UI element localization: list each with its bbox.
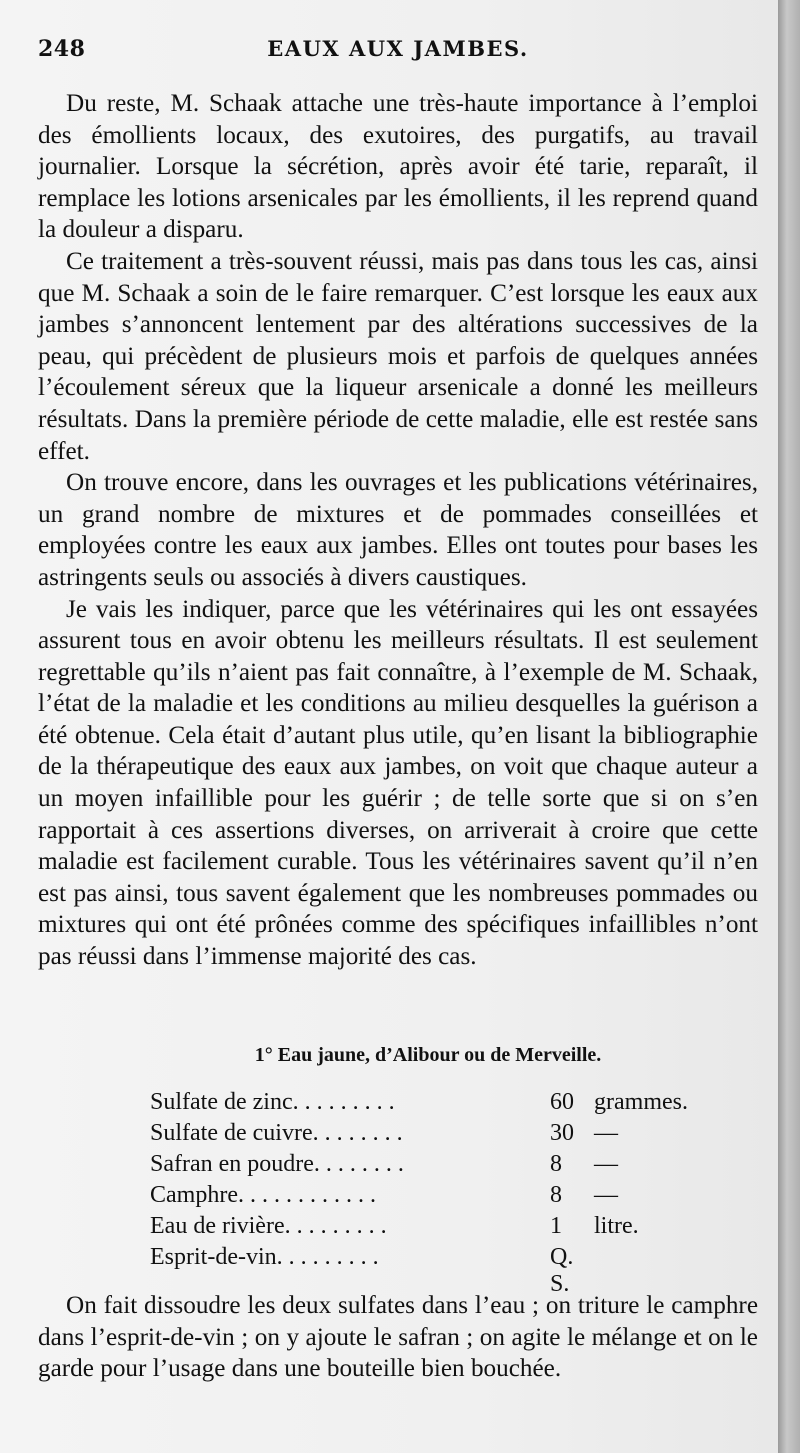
body-text	[38, 88, 758, 973]
ingredient-unit: grammes.	[594, 1089, 688, 1115]
ingredient-quantity: 60	[550, 1089, 574, 1115]
ingredient-quantity: Q. S.	[550, 1244, 574, 1297]
paragraph: On trouve encore, dans les ouvrages et les publications vétérinaires, un grand nombre de mixtures et de pommades conseillées et employées contre les eaux aux jambes. Elles ont toutes pour bases les astringents seuls ou associés à divers caustiques.	[38, 469, 758, 591]
ingredient-name: Esprit-de-vin. . . . . . . . .	[150, 1244, 379, 1270]
ingredient-row	[150, 1089, 744, 1120]
ingredient-name: Camphre. . . . . . . . . . . .	[150, 1182, 376, 1208]
ingredient-table	[150, 1089, 744, 1298]
page-number: 248	[38, 36, 86, 62]
ingredient-unit: —	[594, 1182, 618, 1208]
ingredient-unit: —	[594, 1120, 618, 1146]
recipe-title: 1° Eau jaune, d’Alibour ou de Merveille.	[254, 1044, 602, 1066]
paragraph: Ce traitement a très-souvent réussi, mais pas dans tous les cas, ainsi que M. Schaak a soin de le faire remarquer. C’est lorsque les eaux aux jambes s’annoncent lentement par des altérations successives de la peau, qui précèdent de plusieurs mois et parfois de quelques années l’écoulement séreux que la liqueur arsenicale a donné les meilleurs résultats. Dans la première période de cette maladie, elle est restée sans effet.	[38, 247, 758, 465]
closing-text	[38, 1290, 758, 1385]
recipe	[38, 1044, 758, 1298]
ingredient-quantity: 8	[550, 1151, 562, 1177]
ingredient-name: Sulfate de cuivre. . . . . . . .	[150, 1120, 403, 1146]
ingredient-row	[150, 1151, 744, 1182]
ingredient-quantity: 30	[550, 1120, 574, 1146]
ingredient-name: Safran en poudre. . . . . . . .	[150, 1151, 404, 1177]
ingredient-name: Eau de rivière. . . . . . . . .	[150, 1213, 387, 1239]
ingredient-quantity: 1	[550, 1213, 562, 1239]
paragraph: Je vais les indiquer, parce que les vétérinaires qui les ont essayées assurent tous en avoir obtenu les meilleurs résultats. Il est seulement regrettable qu’ils n’aient pas fait connaître, à l’exemple de M. Schaak, l’état de la maladie et les conditions au milieu desquelles la guérison a été obtenue. Cela était d’autant plus utile, qu’en lisant la bibliographie de la thérapeutique des eaux aux jambes, on voit que chaque auteur a un moyen infaillible pour les guérir ; de telle sorte que si on s’en rapportait à ces assertions diverses, on arriverait à croire que cette maladie est facilement curable. Tous les vétérinaires savent qu’il n’en est pas ainsi, tous savent également que les nombreuses pommades ou mixtures qui ont été prônées comme des spécifiques infaillibles n’ont pas réussi dans l’immense majorité des cas.	[38, 595, 758, 971]
paragraph: On fait dissoudre les deux sulfates dans l’eau ; on triture le camphre dans l’esprit-de-vin ; on y ajoute le safran ; on agite le mélange et on le garde pour l’usage dans une bouteille bien bouchée.	[38, 1292, 758, 1383]
ingredient-row	[150, 1182, 744, 1213]
paragraph: Du reste, M. Schaak attache une très-haute importance à l’emploi des émollients locaux, des exutoires, des purgatifs, au travail journalier. Lorsque la sécrétion, après avoir été tarie, reparaît, il remplace les lotions arsenicales par les émollients, il les reprend quand la douleur a disparu.	[38, 90, 758, 244]
page-header	[38, 36, 758, 76]
ingredient-name: Sulfate de zinc. . . . . . . . .	[150, 1089, 395, 1115]
ingredient-row	[150, 1120, 744, 1151]
running-title: EAUX AUX JAMBES.	[267, 36, 529, 61]
ingredient-quantity: 8	[550, 1182, 562, 1208]
page-edge-shadow	[778, 0, 800, 1453]
ingredient-unit: —	[594, 1151, 618, 1177]
ingredient-unit: litre.	[594, 1213, 639, 1239]
ingredient-row	[150, 1213, 744, 1244]
